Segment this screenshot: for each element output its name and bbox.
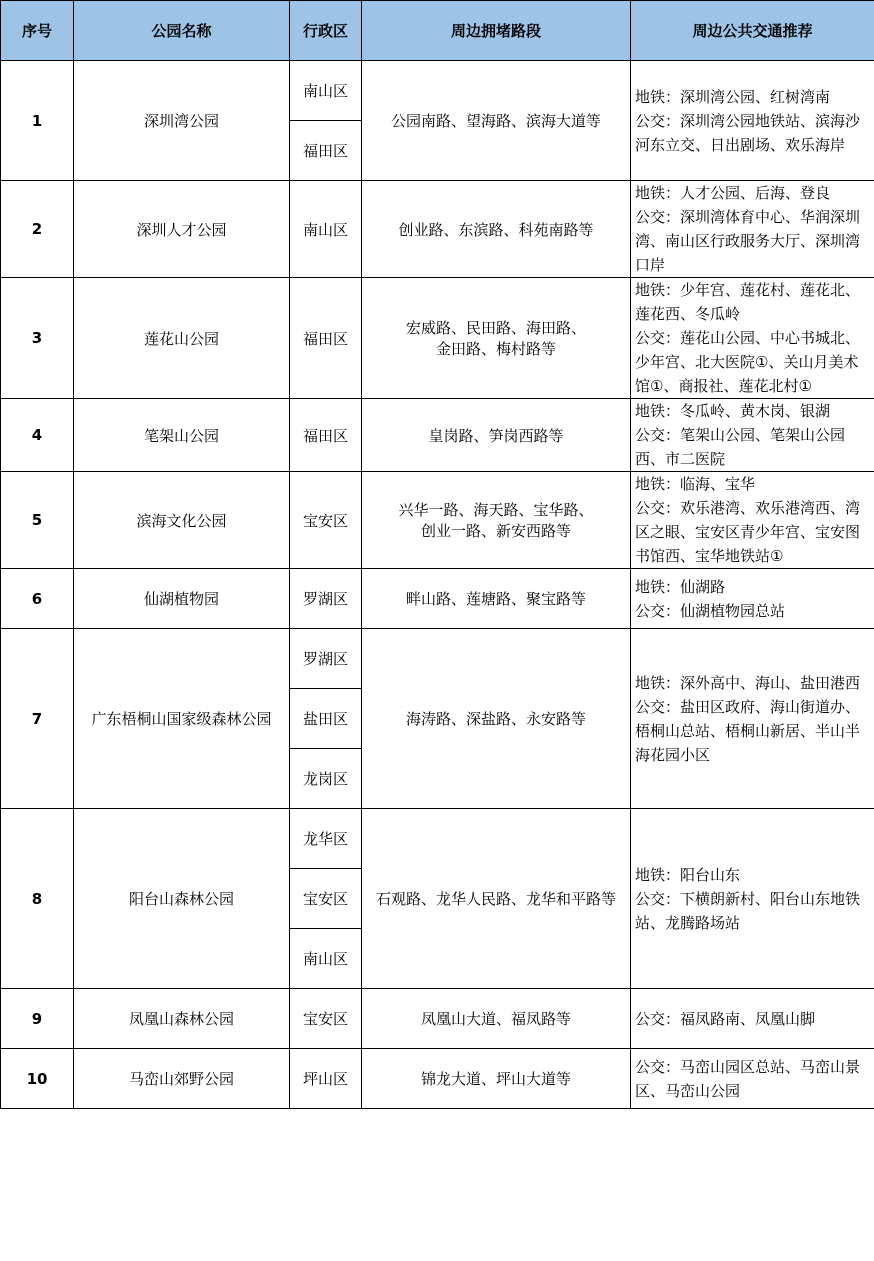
table-row — [1, 399, 874, 472]
congested-roads-line: 创业路、东滨路、科苑南路等 — [398, 220, 594, 239]
park-name: 阳台山森林公园 — [74, 809, 290, 989]
table-row — [1, 278, 874, 399]
district: 福田区 — [290, 121, 362, 181]
transit-line: 地铁：阳台山东 — [635, 865, 741, 884]
park-name: 凤凰山森林公园 — [74, 989, 290, 1049]
transit-recommendation — [631, 61, 874, 181]
transit-recommendation — [631, 569, 874, 629]
district: 福田区 — [290, 278, 362, 399]
transit-line: 地铁：临海、宝华 — [635, 475, 756, 493]
header-park-name: 公园名称 — [74, 1, 290, 61]
header-district: 行政区 — [290, 1, 362, 61]
row-index: 5 — [1, 472, 74, 569]
table-row — [1, 61, 874, 121]
header-transit: 周边公共交通推荐 — [631, 1, 874, 61]
transit-line: 地铁：冬瓜岭、黄木岗、银湖 — [635, 402, 831, 420]
row-index: 8 — [1, 809, 74, 989]
row-index: 7 — [1, 629, 74, 809]
district: 罗湖区 — [290, 569, 362, 629]
district: 龙岗区 — [290, 749, 362, 809]
transit-line: 公交：下横朗新村、阳台山东地铁站、龙腾路场站 — [635, 889, 861, 932]
transit-recommendation — [631, 399, 874, 472]
header-congested-roads: 周边拥堵路段 — [362, 1, 631, 61]
congested-roads — [362, 278, 631, 399]
district: 宝安区 — [290, 472, 362, 569]
header-index: 序号 — [1, 1, 74, 61]
transit-recommendation — [631, 472, 874, 569]
congested-roads — [362, 61, 631, 181]
transit-line: 公交：笔架山公园、笔架山公园西、市二医院 — [635, 426, 846, 468]
transit-line: 公交：深圳湾公园地铁站、滨海沙河东立交、日出剧场、欢乐海岸 — [635, 111, 861, 154]
congested-roads — [362, 569, 631, 629]
congested-roads-line: 凤凰山大道、福凤路等 — [420, 1010, 571, 1028]
congested-roads-line: 海涛路、深盐路、永安路等 — [405, 710, 586, 728]
table-row — [1, 989, 874, 1049]
table-row — [1, 181, 874, 278]
table-row — [1, 569, 874, 629]
transit-line: 公交：深圳湾体育中心、华润深圳湾、南山区行政服务大厅、深圳湾口岸 — [635, 208, 861, 274]
transit-recommendation — [631, 278, 874, 399]
header-row — [1, 1, 874, 61]
transit-line: 公交：福凤路南、凤凰山脚 — [635, 1009, 816, 1028]
district: 盐田区 — [290, 689, 362, 749]
table-body — [1, 61, 874, 1109]
transit-line: 公交：马峦山园区总站、马峦山景区、马峦山公园 — [635, 1057, 861, 1100]
district: 南山区 — [290, 61, 362, 121]
table-row — [1, 629, 874, 689]
district: 龙华区 — [290, 809, 362, 869]
park-name: 广东梧桐山国家级森林公园 — [74, 629, 290, 809]
congested-roads — [362, 472, 631, 569]
district: 坪山区 — [290, 1049, 362, 1109]
congested-roads — [362, 809, 631, 989]
congested-roads-line: 石观路、龙华人民路、龙华和平路等 — [375, 890, 616, 908]
park-name: 深圳湾公园 — [74, 61, 290, 181]
park-name: 仙湖植物园 — [74, 569, 290, 629]
park-name: 深圳人才公园 — [74, 181, 290, 278]
congested-roads — [362, 1049, 631, 1109]
row-index: 4 — [1, 399, 74, 472]
district: 宝安区 — [290, 989, 362, 1049]
congested-roads — [362, 399, 631, 472]
transit-recommendation — [631, 809, 874, 989]
park-name: 笔架山公园 — [74, 399, 290, 472]
table-row — [1, 472, 874, 569]
congested-roads — [362, 989, 631, 1049]
district: 罗湖区 — [290, 629, 362, 689]
row-index: 1 — [1, 61, 74, 181]
transit-line: 公交：莲花山公园、中心书城北、少年宫、北大医院①、关山月美术馆①、商报社、莲花北村① — [635, 329, 861, 395]
congested-roads-line: 皇岗路、笋岗西路等 — [428, 426, 564, 445]
transit-line: 公交：盐田区政府、海山街道办、梧桐山总站、梧桐山新居、半山半海花园小区 — [635, 697, 861, 764]
congested-roads-line: 创业一路、新安西路等 — [420, 522, 571, 540]
district: 福田区 — [290, 399, 362, 472]
congested-roads-line: 公园南路、望海路、滨海大道等 — [390, 112, 601, 130]
congested-roads-line: 宏威路、民田路、海田路、 — [405, 319, 586, 337]
transit-line: 地铁：少年宫、莲花村、莲花北、莲花西、冬瓜岭 — [635, 281, 861, 323]
row-index: 3 — [1, 278, 74, 399]
table-row — [1, 809, 874, 869]
congested-roads — [362, 629, 631, 809]
row-index: 6 — [1, 569, 74, 629]
transit-line: 地铁：深外高中、海山、盐田港西 — [635, 673, 861, 692]
congested-roads-line: 锦龙大道、坪山大道等 — [420, 1070, 571, 1088]
transit-line: 地铁：仙湖路 — [635, 577, 726, 596]
congested-roads-line: 兴华一路、海天路、宝华路、 — [398, 501, 594, 519]
transit-recommendation — [631, 1049, 874, 1109]
transit-recommendation — [631, 989, 874, 1049]
congested-roads-line: 金田路、梅村路等 — [435, 340, 556, 358]
transit-line: 地铁：深圳湾公园、红树湾南 — [635, 87, 831, 106]
table-row — [1, 1049, 874, 1109]
congested-roads — [362, 181, 631, 278]
park-name: 滨海文化公园 — [74, 472, 290, 569]
transit-line: 地铁：人才公园、后海、登良 — [635, 184, 831, 202]
transit-line: 公交：仙湖植物园总站 — [635, 601, 786, 620]
row-index: 9 — [1, 989, 74, 1049]
district: 南山区 — [290, 929, 362, 989]
district: 南山区 — [290, 181, 362, 278]
row-index: 10 — [1, 1049, 74, 1109]
row-index: 2 — [1, 181, 74, 278]
park-name: 马峦山郊野公园 — [74, 1049, 290, 1109]
district: 宝安区 — [290, 869, 362, 929]
transit-recommendation — [631, 181, 874, 278]
park-name: 莲花山公园 — [74, 278, 290, 399]
congested-roads-line: 畔山路、莲塘路、聚宝路等 — [405, 590, 586, 608]
transit-recommendation — [631, 629, 874, 809]
transit-line: 公交：欢乐港湾、欢乐港湾西、湾区之眼、宝安区青少年宫、宝安图书馆西、宝华地铁站① — [635, 499, 861, 565]
